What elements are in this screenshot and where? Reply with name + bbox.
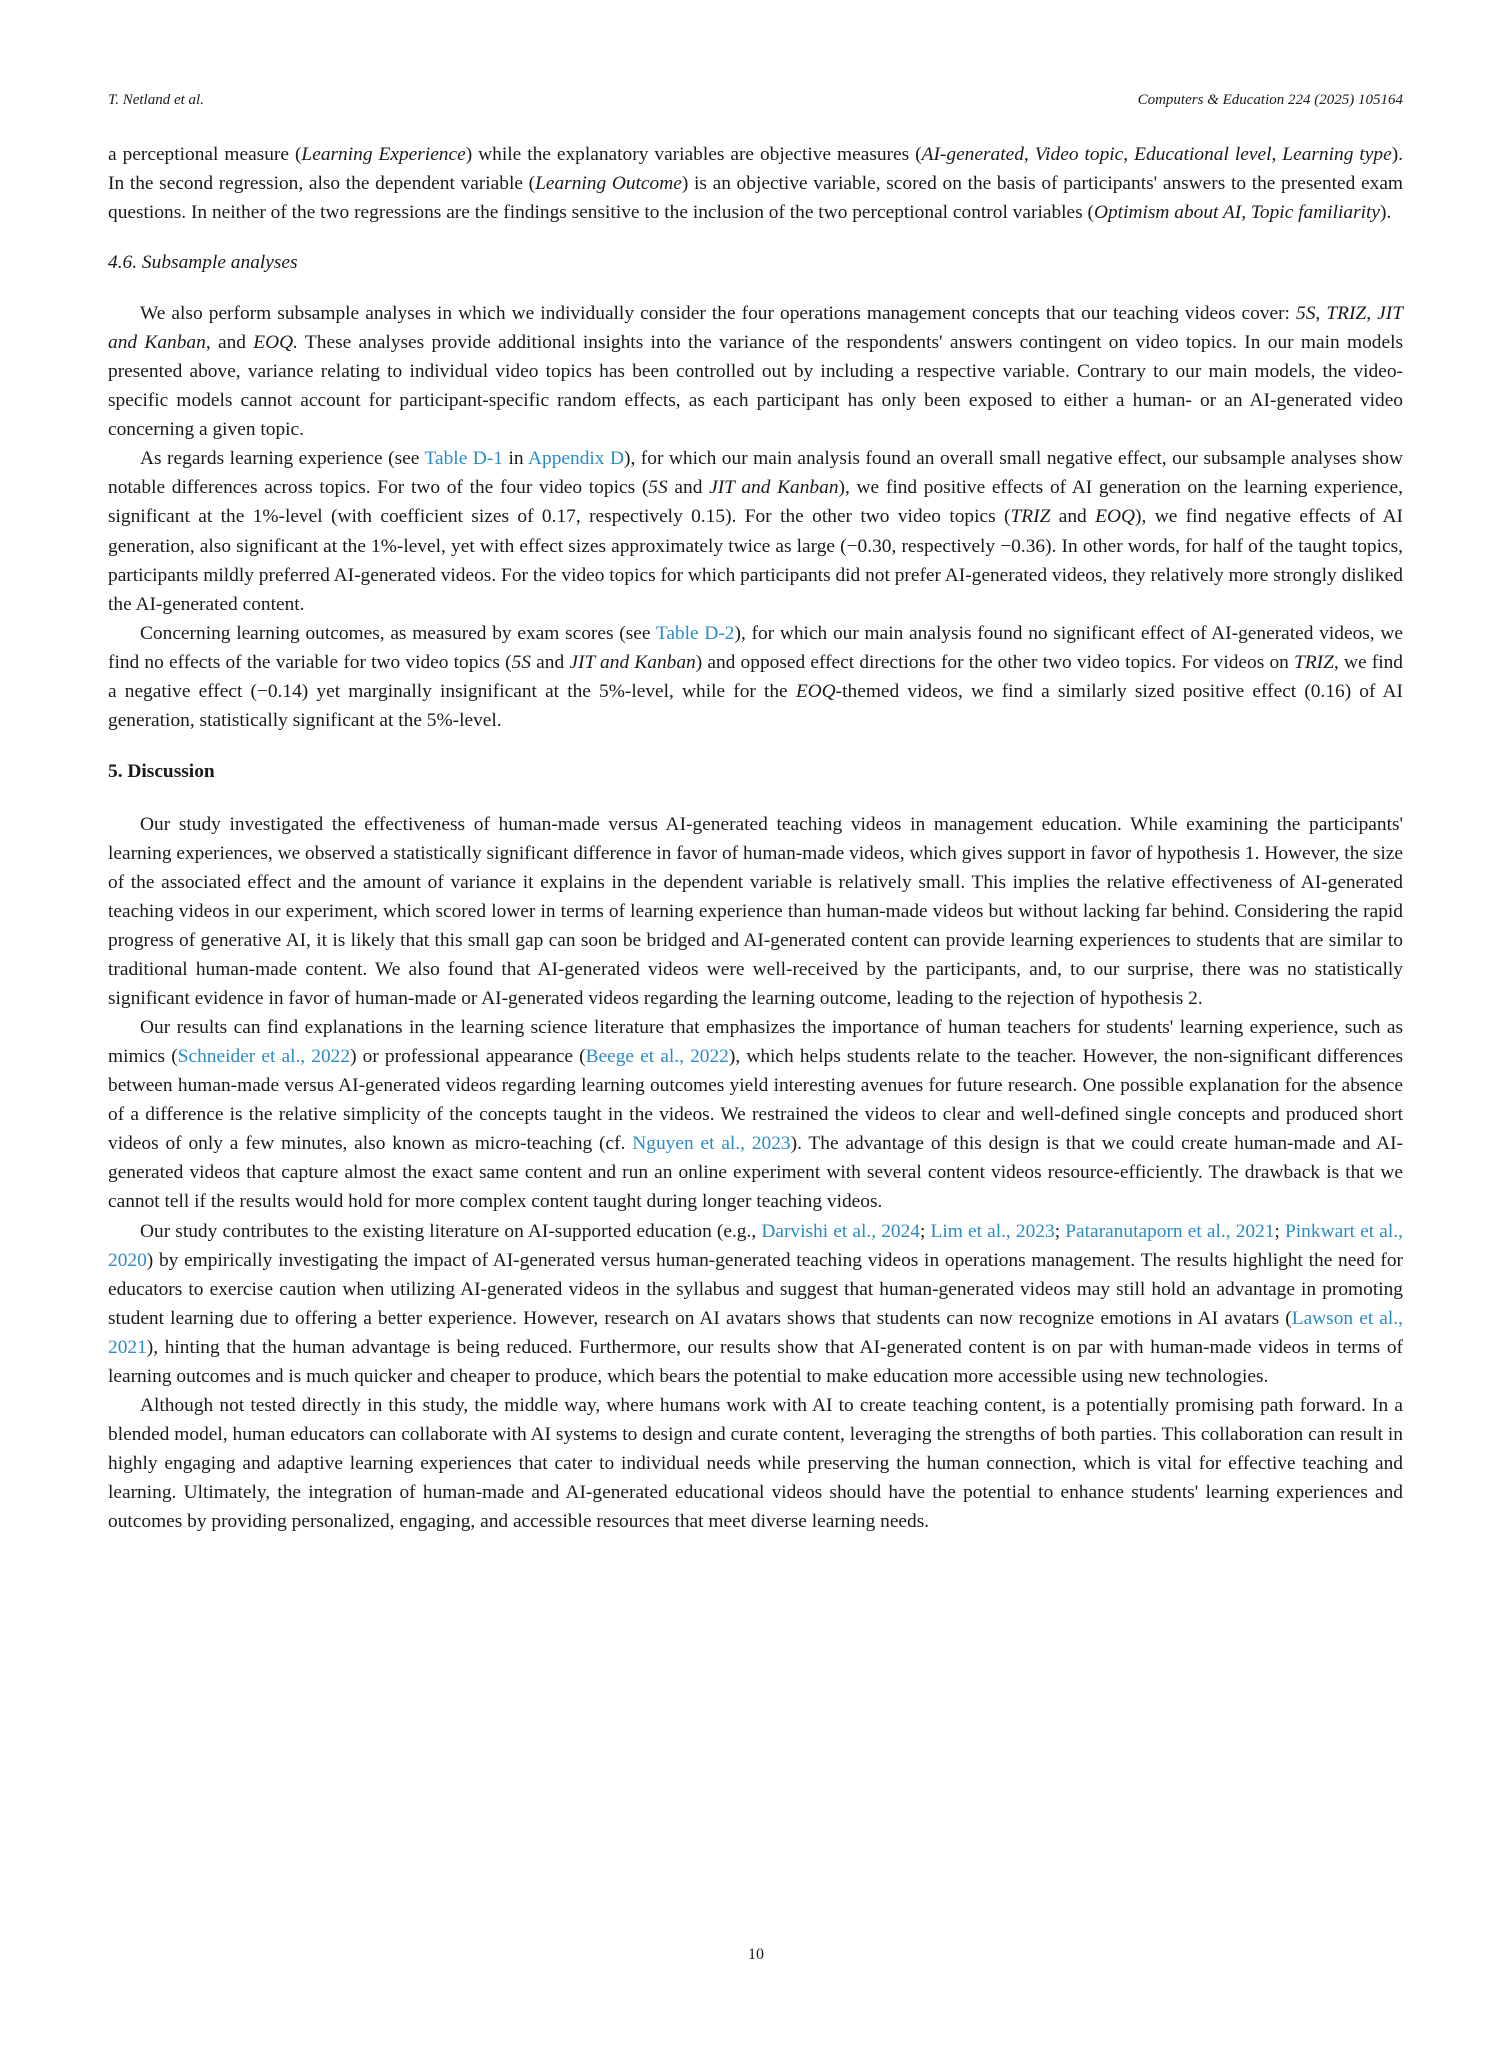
variable-term: Video topic [1034,144,1124,165]
variable-term: Learning Outcome [535,173,682,195]
text-run: and [1050,506,1096,528]
text-run: Our study contributes to the existing literature on AI-supported education (e.g., [140,1220,762,1242]
text-run: ), for which our main analysis found an overall small negative effect, our subsample analyses show notable differences across topics. For two of the four video topics ( [108,448,1403,499]
topic-term: JIT and Kanban [569,651,696,673]
text-run: and [531,651,570,673]
text-run: ) or professional appearance ( [350,1046,586,1068]
paragraph-continued [108,140,1403,227]
text-run: These analyses provide additional insights into the variance of the respondents' answers contingent on video topics. In our main models presented above, variance relating to individual video topics has been controlled out by including a respective variable. Contrary to our main models, the video-specific models cannot account for participant-specific random effects, as each participant has only been exposed to either a human- or an AI-generated video concerning a given topic. [108,332,1404,441]
citation-link-nguyen[interactable]: Nguyen et al., 2023 [632,1133,791,1155]
topic-term: TRIZ [1326,303,1367,325]
paragraph-discussion-3 [108,1217,1403,1391]
variable-term: Learning Experience [301,144,466,165]
text-run: As regards learning experience (see [140,448,425,470]
text-run: in [502,448,528,470]
section-heading-5: 5. Discussion [108,760,215,782]
text-run: , [1023,144,1035,165]
text-run: ), hinting that the human advantage is being reduced. Furthermore, our results show that AI-generated content is on par with human-made videos in terms of learning outcomes and is much quicker and cheaper to produce, which bears the potential to make education more accessible using new technologies. [108,1336,1403,1387]
topic-term: EOQ [1095,506,1135,528]
topic-term: TRIZ [1294,651,1334,673]
variable-term: Learning type [1282,144,1392,165]
topic-term: JIT and Kanban [108,303,1403,354]
topic-term: JIT and Kanban [709,477,839,499]
text-run: ), we find positive effects of AI generation on the learning experience, significant at the 1%-level (with coefficient sizes of 0.17, respectively 0.15). For the other two video topics ( [108,477,1403,528]
text-run: , [1315,303,1327,325]
text-run: Concerning learning outcomes, as measured by exam scores (see [140,622,656,644]
topic-term: EOQ [795,680,836,702]
text-run: ) by empirically investigating the impact of AI-generated versus human-generated teaching videos in operations management. The results highlight the need for educators to exercise caution when utilizing AI-generated videos in the syllabus and suggest that human-generated videos may still hold an advantage in promoting student learning due to offering a better experience. However, research on AI avatars shows that students can now recognize emotions in AI avatars ( [108,1249,1403,1329]
topic-term: 5S [511,651,531,673]
citation-link-darvishi[interactable]: Darvishi et al., 2024 [761,1220,920,1242]
citation-link-beege[interactable]: Beege et al., 2022 [585,1046,729,1068]
text-run: and [667,477,710,499]
text-run: , [1271,144,1283,165]
text-run: ). The advantage of this design is that we could create human-made and AI-generated videos that capture almost the exact same content and run an online experiment with several content videos resource-efficiently. The drawback is that we cannot tell if the results would hold for more complex content taught during longer teaching videos. [108,1133,1403,1213]
appendix-d-link[interactable]: Appendix D [528,448,624,470]
paragraph-subsample-3 [108,619,1403,735]
citation-link-pataranutaporn[interactable]: Pataranutaporn et al., 2021 [1065,1220,1275,1242]
citation-link-schneider[interactable]: Schneider et al., 2022 [177,1046,351,1068]
text-run: ; [919,1220,931,1242]
text-run: , [1123,144,1135,165]
text-run: ; [1274,1220,1286,1242]
citation-link-pinkwart[interactable]: Pinkwart et al., 2020 [108,1220,1403,1271]
text-run: ). [1380,202,1392,224]
topic-term: 5S [1296,303,1316,325]
paragraph-discussion-4: Although not tested directly in this study, the middle way, where humans work with AI to create teaching content, is a potentially promising path forward. In a blended model, human educators can collaborate with AI systems to design and curate content, leveraging the strengths of both parties. This collaboration can result in highly engaging and adaptive learning experiences that cater to individual needs while preserving the human connection, which is vital for effective teaching and learning. Ultimately, the integration of human-made and AI-generated educational videos should have the potential to enhance students' learning experiences and outcomes by providing personalized, engaging, and accessible resources that meet diverse learning needs. [108,1394,1403,1532]
text-run: , [1366,303,1378,325]
citation-link-lim[interactable]: Lim et al., 2023 [930,1220,1055,1242]
table-d1-link[interactable]: Table D-1 [424,448,503,470]
table-d2-link[interactable]: Table D-2 [655,622,735,644]
topic-term: EOQ. [253,332,298,354]
running-head [108,92,1403,116]
topic-term: TRIZ [1010,506,1051,528]
text-run: ), which helps students relate to the teacher. However, the non-significant differences between human-made versus AI-generated videos regarding learning outcomes yield interesting avenues for future research. One possible explanation for the absence of a difference is the relative simplicity of the concepts taught in the videos. We restrained the videos to clear and well-defined single concepts and produced short videos of only a few minutes, also known as micro-teaching (cf. [108,1046,1403,1155]
text-run: ), for which our main analysis found no significant effect of AI-generated videos, we find no effects of the variable for two video topics ( [108,622,1403,673]
paragraph-discussion-1: Our study investigated the effectiveness of human-made versus AI-generated teaching videos in management education. While examining the participants' learning experiences, we observed a statistically significant difference in favor of human-made videos, which gives support in favor of hypothesis 1. However, the size of the associated effect and the amount of variance it explains in the dependent variable is relatively small. This implies the relative effectiveness of AI-generated teaching videos in our experiment, which scored lower in terms of learning experience than human-made videos but without lacking far behind. Considering the rapid progress of generative AI, it is likely that this small gap can soon be bridged and AI-generated content can provide learning experiences to students that are similar to traditional human-made content. We also found that AI-generated videos were well-received by the participants, and, to our surprise, there was no statistically significant evidence in favor of human-made or AI-generated videos regarding the learning outcome, leading to the rejection of hypothesis 2. [108,813,1403,1010]
text-run: Our results can find explanations in the learning science literature that emphasizes the importance of human teachers for students' learning experience, such as mimics ( [108,1017,1403,1068]
text-run: ; [1054,1220,1066,1242]
page-number: 10 [748,1946,764,1963]
paragraph-subsample-2 [108,444,1403,618]
running-head-journal: Computers & Education 224 (2025) 105164 [1137,92,1403,108]
text-run: ). In the second regression, also the dependent variable ( [108,144,1403,195]
text-run: -themed videos, we find a similarly sized positive effect (0.16) of AI generation, statistically significant at the 5%-level. [108,680,1403,731]
text-run: ) is an objective variable, scored on the basis of participants' answers to the presented exam questions. In neither of the two regressions are the findings sensitive to the inclusion of the two perceptional control variables ( [108,173,1404,224]
text-run: , we find a negative effect (−0.14) yet marginally insignificant at the 5%-level, while for the [108,651,1403,702]
text-run: ), we find negative effects of AI generation, also significant at the 1%-level, yet with effect sizes approximately twice as large (−0.30, respectively −0.36). In other words, for half of the taught topics, participants mildly preferred AI-generated videos. For the video topics for which participants did not prefer AI-generated videos, they relatively more strongly disliked the AI-generated content. [108,506,1404,615]
text-run: ) while the explanatory variables are objective measures ( [465,144,922,165]
article-body [108,140,1403,1536]
citation-link-lawson[interactable]: Lawson et al., 2021 [108,1307,1403,1358]
section-heading-4-6: 4.6. Subsample analyses [108,252,298,274]
text-run: We also perform subsample analyses in which we individually consider the four operations management concepts that our teaching videos cover: [140,303,1296,325]
variable-term: Educational level [1134,144,1272,165]
paragraph-discussion-2 [108,1013,1403,1216]
variable-term: Optimism about AI, Topic familiarity [1093,202,1381,224]
variable-term: AI-generated [921,144,1024,165]
text-run: ) and opposed effect directions for the other two video topics. For videos on [695,651,1295,673]
text-run: , and [205,332,254,354]
text-run: a perceptional measure ( [108,144,302,165]
running-head-authors: T. Netland et al. [108,92,204,108]
topic-term: 5S [648,477,668,499]
paragraph-subsample-1 [108,299,1403,444]
